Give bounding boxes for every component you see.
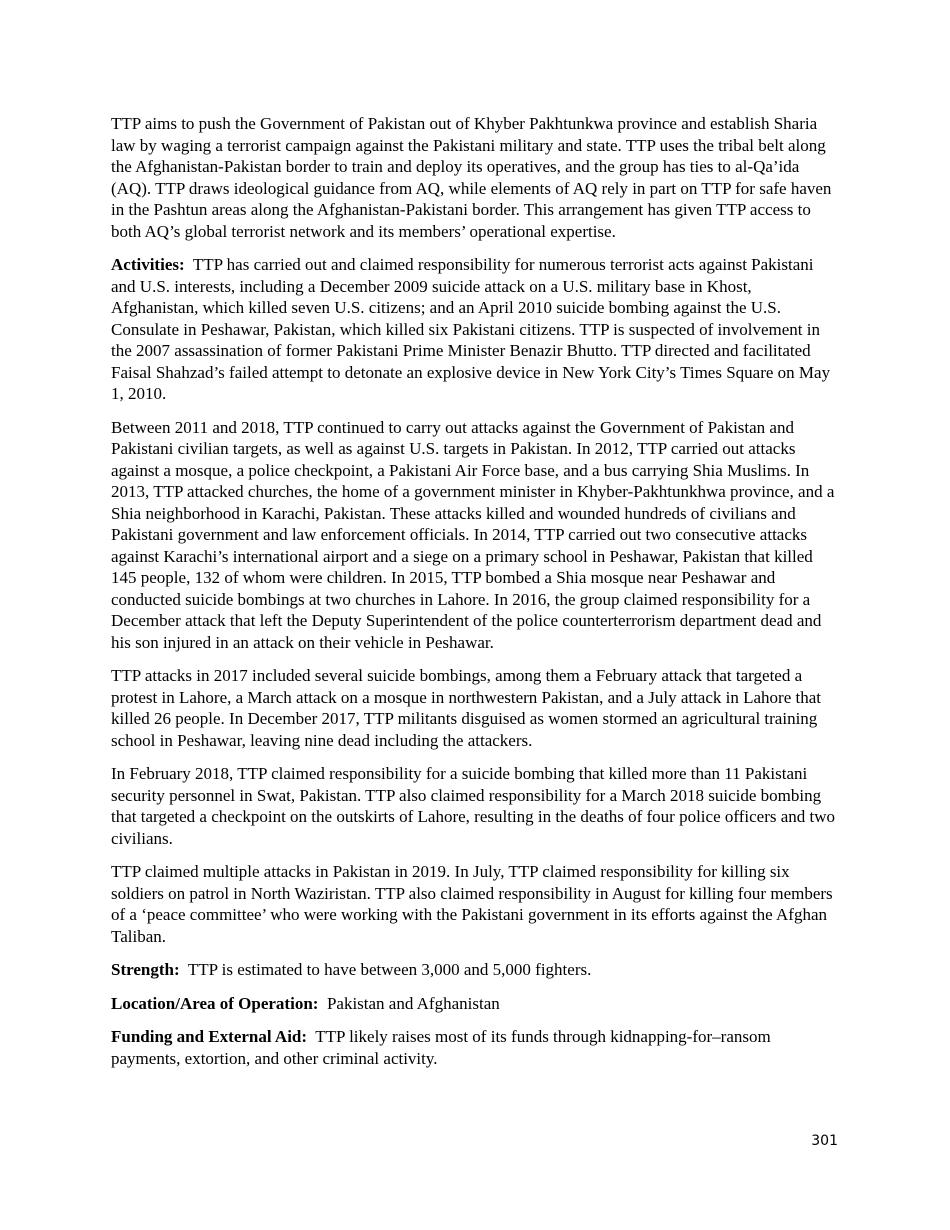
paragraph-text: TTP likely raises most of its funds through kidnapping-for–ransom payments, extortion, and other criminal activity. [111, 1027, 771, 1068]
document-body [111, 113, 839, 1081]
paragraph-activities [111, 254, 839, 405]
paragraph-funding [111, 1026, 839, 1069]
paragraph-text: TTP attacks in 2017 included several suicide bombings, among them a February attack that targeted a protest in Lahore, a March attack on a mosque in northwestern Pakistan, and a July attack in Lahore that killed 26 people. In December 2017, TTP militants disguised as women stormed an agricultural training school in Peshawar, leaving nine dead including the attackers. [111, 666, 821, 750]
paragraph-text: In February 2018, TTP claimed responsibility for a suicide bombing that killed more than 11 Pakistani security personnel in Swat, Pakistan. TTP also claimed responsibility for a March 2018 suicide bombing that targeted a checkpoint on the outskirts of Lahore, resulting in the deaths of four police officers and two civilians. [111, 764, 836, 848]
page-number: 301 [811, 1133, 838, 1149]
paragraph-2017 [111, 665, 839, 751]
paragraph-text: Pakistan and Afghanistan [326, 993, 500, 1013]
paragraph-text: TTP aims to push the Government of Pakistan out of Khyber Pakhtunkwa province and establish Sharia law by waging a terrorist campaign against the Pakistani military and state. TTP uses the tribal belt along the Afghanistan-Pakistan border to train and deploy its operatives, and the group has ties to al-Qa’ida (AQ). TTP draws ideological guidance from AQ, while elements of AQ rely in part on TTP for safe haven in the Pashtun areas along the Afghanistan-Pakistani border. This arrangement has given TTP access to both AQ’s global terrorist network and its members’ operational expertise. [111, 114, 832, 241]
section-label-activities: Activities: [111, 255, 185, 274]
section-label-strength: Strength: [111, 960, 180, 979]
paragraph-location [111, 993, 839, 1015]
paragraph-intro [111, 113, 839, 242]
section-label-location: Location/Area of Operation: [111, 993, 319, 1013]
paragraph-text: Between 2011 and 2018, TTP continued to carry out attacks against the Government of Pakistan and Pakistani civilian targets, as well as against U.S. targets in Pakistan. In 2012, TTP carried out attacks against a mosque, a police checkpoint, a Pakistani Air Force base, and a bus carrying Shia Muslims. In 2013, TTP attacked churches, the home of a government minister in Khyber-Pakhtunkhwa province, and a Shia neighborhood in Karachi, Pakistan. These attacks killed and wounded hundreds of civilians and Pakistani government and law enforcement officials. In 2014, TTP carried out two consecutive attacks against Karachi’s international airport and a siege on a primary school in Peshawar, Pakistan that killed 145 people, 132 of whom were children. In 2015, TTP bombed a Shia mosque near Peshawar and conducted suicide bombings at two churches in Lahore. In 2016, the group claimed responsibility for a December attack that left the Deputy Superintendent of the police counterterrorism department dead and his son injured in an attack on their vehicle in Peshawar. [111, 417, 835, 652]
paragraph-text: TTP is estimated to have between 3,000 and 5,000 fighters. [187, 960, 592, 979]
section-label-funding: Funding and External Aid: [111, 1027, 308, 1046]
paragraph-2018 [111, 763, 839, 849]
paragraph-text: TTP has carried out and claimed responsibility for numerous terrorist acts against Pakistani and U.S. interests, including a December 2009 suicide attack on a U.S. military base in Khost, Afghanistan, which killed seven U.S. citizens; and an April 2010 suicide bombing against the U.S. Consulate in Peshawar, Pakistan, which killed six Pakistani citizens. TTP is suspected of involvement in the 2007 assassination of former Pakistani Prime Minister Benazir Bhutto. TTP directed and facilitated Faisal Shahzad’s failed attempt to detonate an explosive device in New York City’s Times Square on May 1, 2010. [111, 255, 831, 403]
paragraph-text: TTP claimed multiple attacks in Pakistan in 2019. In July, TTP claimed responsibility for killing six soldiers on patrol in North Waziristan. TTP also claimed responsibility in August for killing four members of a ‘peace committee’ who were working with the Pakistani government in its efforts against the Afghan Taliban. [111, 862, 833, 946]
paragraph-2011-2018 [111, 417, 839, 654]
paragraph-strength [111, 959, 839, 981]
paragraph-2019 [111, 861, 839, 947]
